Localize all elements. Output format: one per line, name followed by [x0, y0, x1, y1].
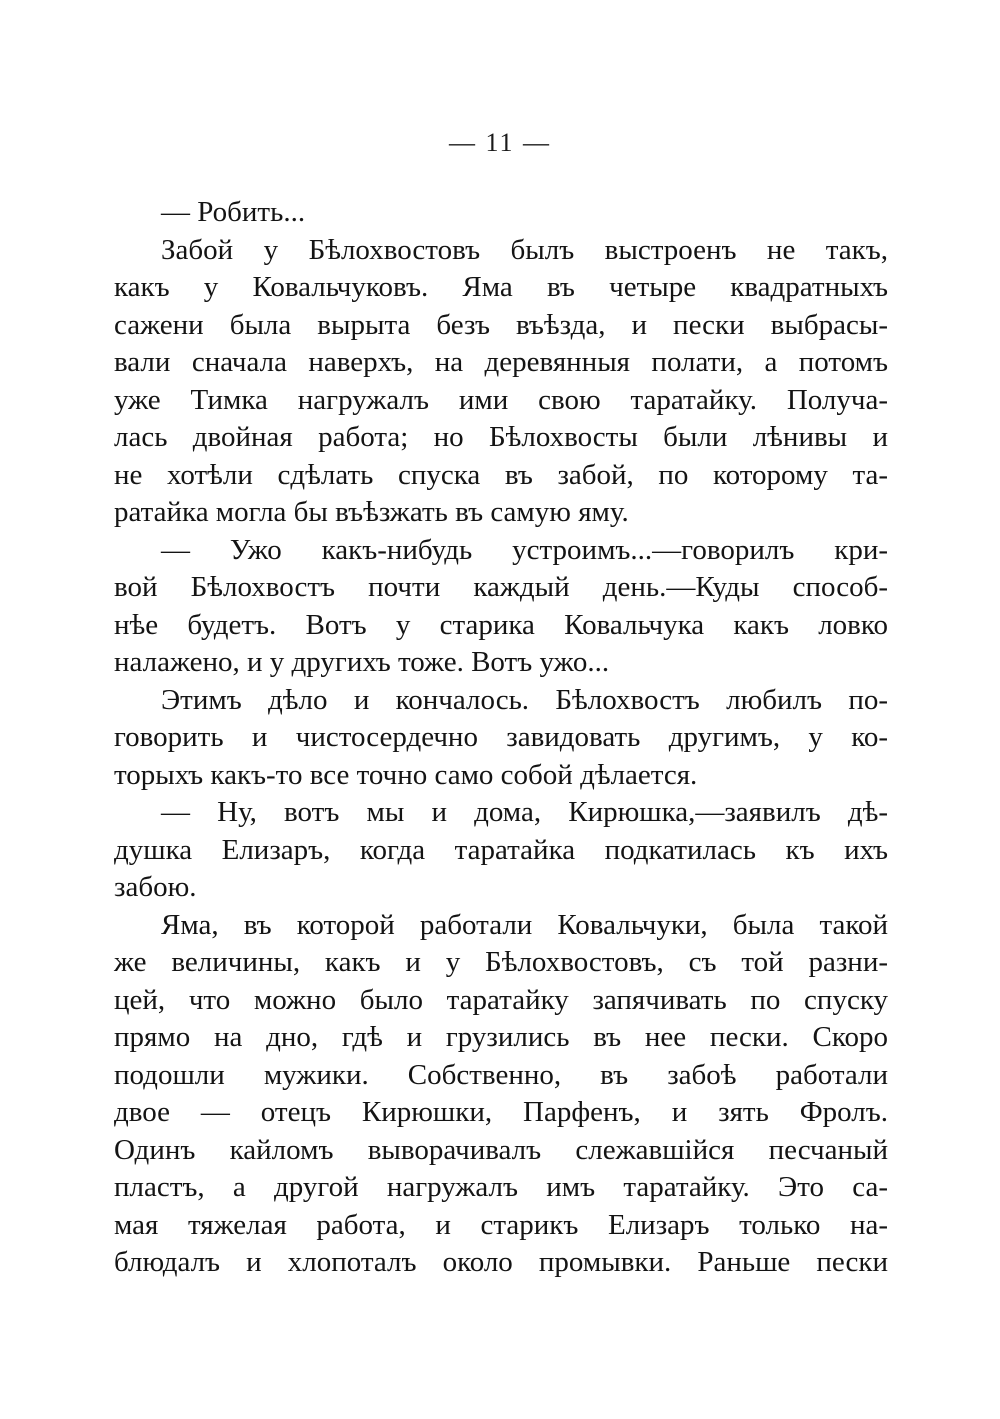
text-line: Одинъ кайломъ выворачивалъ слежавшійся песчаный	[114, 1133, 888, 1166]
text-line: какъ у Ковальчуковъ. Яма въ четыре квадратныхъ	[114, 271, 888, 303]
text-line: забою.	[114, 871, 197, 903]
page-number: — 11 —	[448, 128, 552, 157]
text-line: вали сначала наверхъ, на деревянныя полати, а потомъ	[114, 346, 888, 378]
text-line: цей, что можно было таратайку запячивать по спуску	[114, 983, 888, 1016]
text-line: торыхъ какъ-то все точно само собой дѣлается.	[114, 758, 698, 791]
text-line: уже Тимка нагружалъ ими свою таратайку. Получа-	[114, 383, 888, 416]
text-line: блюдалъ и хлопоталъ около промывки. Раньше пески	[114, 1246, 888, 1278]
text-line: — Ну, вотъ мы и дома, Кирюшка,—заявилъ дѣ-	[161, 796, 888, 828]
text-line: сажени была вырыта безъ въѣзда, и пески выбрасы-	[114, 308, 888, 341]
text-line: налажено, и у другихъ тоже. Вотъ ужо...	[114, 646, 610, 678]
text-line: — Робить...	[161, 196, 306, 228]
text-line: Забой у Бѣлохвостовъ былъ выстроенъ не такъ,	[161, 233, 888, 266]
text-line: Этимъ дѣло и кончалось. Бѣлохвостъ любилъ по-	[161, 683, 888, 716]
text-line: говорить и чистосердечно завидовать другимъ, у ко-	[114, 721, 888, 753]
text-line: подошли мужики. Собственно, въ забоѣ работали	[114, 1058, 888, 1091]
text-line: — Ужо какъ-нибудь устроимъ...—говорилъ кри-	[161, 533, 888, 566]
text-line: же величины, какъ и у Бѣлохвостовъ, съ той разни-	[114, 946, 888, 978]
text-line: Яма, въ которой работали Ковальчуки, была такой	[161, 908, 888, 941]
body-text	[114, 194, 888, 1282]
text-line: вой Бѣлохвостъ почти каждый день.—Куды способ-	[114, 571, 888, 603]
text-line: прямо на дно, гдѣ и грузились въ нее пески. Скоро	[114, 1021, 888, 1053]
text-line: двое — отецъ Кирюшки, Парфенъ, и зять Фролъ.	[114, 1096, 888, 1128]
text-line: нѣе будетъ. Вотъ у старика Ковальчука какъ ловко	[114, 608, 888, 641]
text-line: душка Елизаръ, когда таратайка подкатилась къ ихъ	[114, 833, 888, 866]
text-line: лась двойная работа; но Бѣлохвосты были лѣнивы и	[114, 421, 888, 453]
text-line: пластъ, а другой нагружалъ имъ таратайку. Это са-	[114, 1171, 888, 1203]
text-line: не хотѣли сдѣлать спуска въ забой, по которому та-	[114, 458, 888, 491]
text-line: ратайка могла бы въѣзжать въ самую яму.	[114, 496, 629, 528]
text-line: мая тяжелая работа, и старикъ Елизаръ только на-	[114, 1208, 888, 1241]
